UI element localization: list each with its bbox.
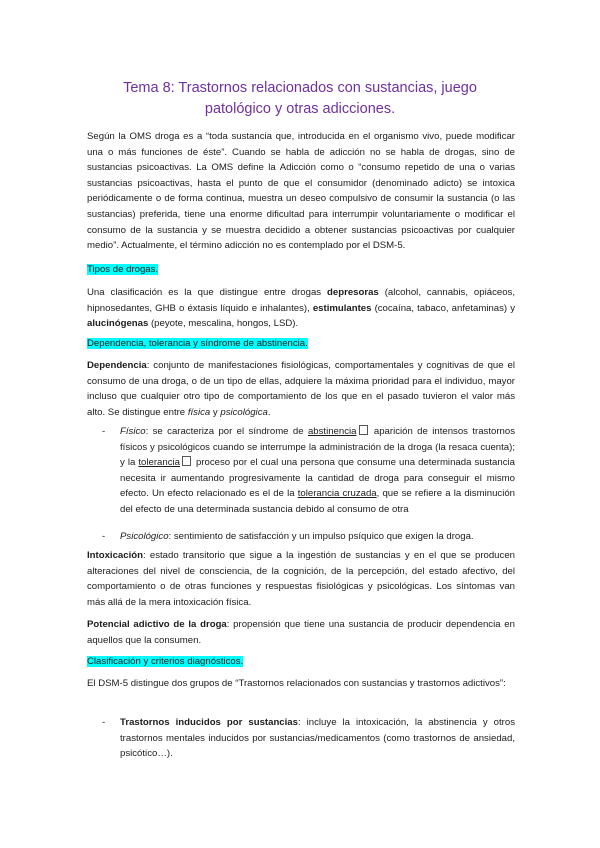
text-run: y xyxy=(210,406,221,418)
bullet-marker: - xyxy=(102,717,106,728)
dependencia-paragraph xyxy=(87,358,515,420)
term-psicologico: Psicológico xyxy=(120,531,169,542)
text-run: . xyxy=(267,406,271,418)
arrow-placeholder-icon xyxy=(182,456,191,466)
text-run: : se caracteriza por el síndrome de xyxy=(145,426,308,437)
term-depresoras: depresoras xyxy=(327,287,379,298)
term-tolerancia-cruzada: tolerancia cruzada xyxy=(297,488,377,500)
bullet-psicologico xyxy=(120,529,515,545)
text-run: proceso por el cual una persona que consume una determinada sustancia necesita ir aumentando progresivamente la cantidad de droga para conseguir el mismo efecto. Un efecto relacionado es el de la xyxy=(120,457,515,500)
term-fisico: Físico xyxy=(120,426,146,437)
intoxicacion-paragraph xyxy=(87,548,515,610)
clasificacion-paragraph: El DSM-5 distingue dos grupos de “Trastornos relacionados con sustancias y trastornos adictivos”: xyxy=(87,678,506,689)
intro-paragraph: Según la OMS droga es a “toda sustancia que, introducida en el organismo vivo, puede modificar una o más funciones de éste”. Cuando se habla de adicción no se habla de drogas, sino de sustancias psicoactivas. La OMS define la Adicción como o “consumo repetido de una o varias sustancias psicoactivas, hasta el punto de que el consumidor (denominado adicto) se intoxica periódicamente o de forma continua, muestra un deseo compulsivo de consumir la sustancia (o las sustancias) preferida, tiene una enorme dificultad para interrumpir voluntariamente o modificar el consumo de la sustancia y se muestra decidido a obtener sustancias psicoactivas por cualquier medio”. Actualmente, el término adicción no es contemplado por el DSM-5. xyxy=(87,131,515,252)
term-estimulantes: estimulantes xyxy=(312,302,372,314)
text-run: : sentimiento de satisfacción y un impulso psíquico que exigen la droga. xyxy=(168,531,474,542)
term-alucinogenas: alucinógenas xyxy=(87,318,149,330)
text-run: : incluye la intoxicación, la abstinencia y otros trastornos mentales inducidos por sustancias/medicamentos (como trastornos de ansiedad, psicótico…). xyxy=(120,717,515,760)
term-dependencia: Dependencia xyxy=(87,360,147,371)
text-run: (cocaína, tabaco, anfetaminas) y xyxy=(371,302,515,314)
bullet-marker: - xyxy=(102,426,106,437)
section-heading-clasificacion xyxy=(87,654,243,670)
text-run: , que se refiere a la disminución del efecto de una determinada sustancia debido al consumo de otra xyxy=(120,488,515,515)
highlighted-heading: Clasificación y criterios diagnósticos. xyxy=(87,656,244,667)
text-run: Una clasificación es la que distingue entre drogas xyxy=(87,287,328,298)
term-tolerancia: tolerancia xyxy=(138,457,180,469)
bullet-fisico xyxy=(120,424,515,518)
text-run: (peyote, mescalina, hongos, LSD). xyxy=(148,318,299,330)
page-title xyxy=(80,78,520,120)
text-run: aparición de intensos trastornos físicos y psicológicos cuando se interrumpe la administración de la droga (la resaca cuenta); y la xyxy=(120,426,516,469)
text-run: (alcohol, cannabis, opiáceos, hipnosedantes, GHB o éxtasis líquido e inhalantes), xyxy=(87,287,515,314)
text-run: : propensión que tiene una sustancia de producir dependencia en aquellos que la consumen. xyxy=(87,619,515,646)
text-run: : estado transitorio que sigue a la ingestión de sustancias y en el que se producen alteraciones del nivel de consciencia, de la cognición, de la percepción, del estado afectivo, del comportamiento o de otras funciones y respuestas fisiológicas y psicológicas. Los síntomas van más allá de la mera intoxicación física. xyxy=(87,550,515,608)
section-heading-dependencia xyxy=(87,336,308,352)
text-run: : conjunto de manifestaciones fisiológicas, comportamentales y cognitivas de que el consumo de una droga, o de un tipo de ellas, adquiere la máxima prioridad para el individuo, mayor incluso que cualquier otro tipo de comportamiento de los que en el pasado tuvieron el valor más alto. Se distingue entre xyxy=(87,360,515,418)
term-abstinencia: abstinencia xyxy=(307,426,357,437)
term-potencial-adictivo: Potencial adictivo de la droga xyxy=(87,619,227,630)
title-line-2: patológico y otras adicciones. xyxy=(204,101,396,117)
tipos-paragraph xyxy=(87,285,515,332)
term-trastornos-inducidos: Trastornos inducidos por sustancias xyxy=(120,717,298,728)
highlighted-heading: Tipos de drogas. xyxy=(87,264,159,275)
title-line-1: Tema 8: Trastornos relacionados con sustancias, juego xyxy=(123,80,477,96)
term-intoxicacion: Intoxicación xyxy=(87,550,143,561)
arrow-placeholder-icon xyxy=(359,425,368,435)
bullet-inducidos xyxy=(120,715,515,762)
term-psicologica: psicológica xyxy=(220,406,268,418)
term-fisica: física xyxy=(187,406,211,418)
highlighted-heading: Dependencia, tolerancia y síndrome de abstinencia. xyxy=(87,338,308,349)
section-heading-tipos xyxy=(87,262,158,278)
potencial-paragraph xyxy=(87,617,515,648)
bullet-marker: - xyxy=(102,531,106,542)
